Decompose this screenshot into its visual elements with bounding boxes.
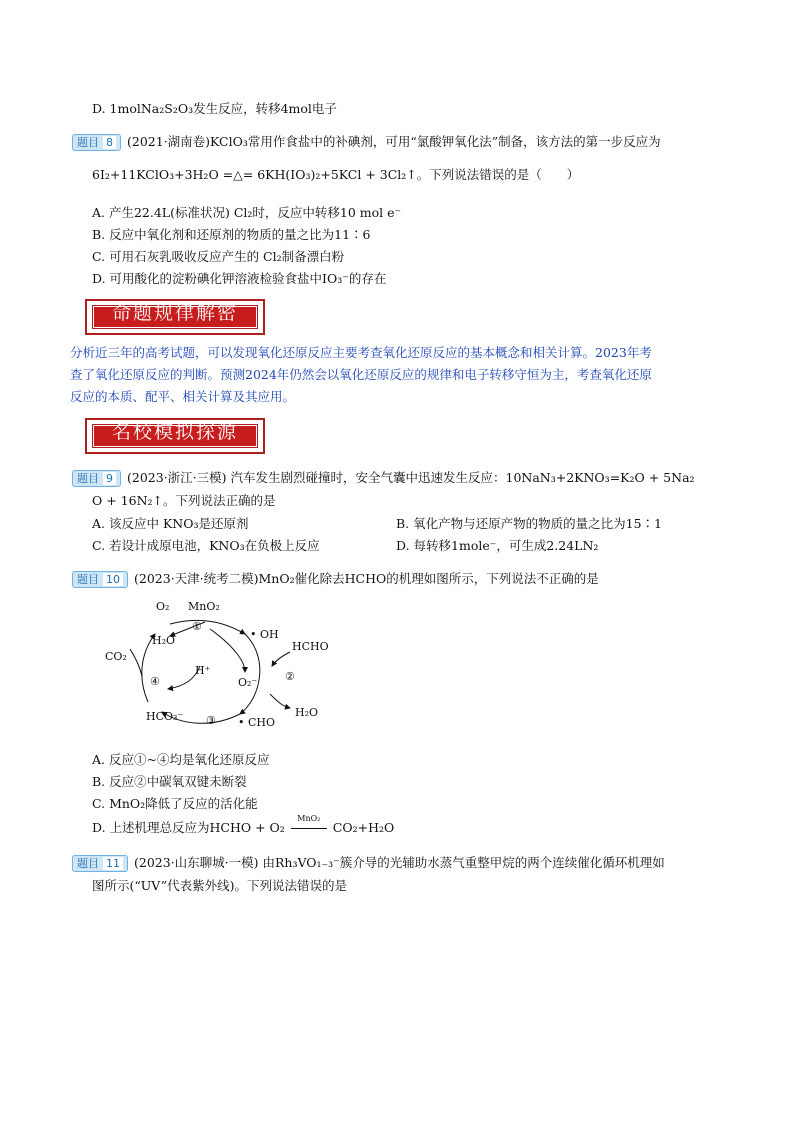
analysis-line: 反应的本质、配平、相关计算及其应用。 — [70, 389, 296, 404]
q9-stem-text: (2023·浙江·三模) 汽车发生剧烈碰撞时，安全气囊中迅速发生反应：10NaN₃+2KNO₃=K₂O + 5Na₂ — [127, 470, 695, 485]
question-badge: 题目 11 — [72, 855, 128, 872]
label-step4: ④ — [150, 675, 160, 688]
label-step3: ③ — [206, 714, 216, 727]
q10-option-d-suffix: CO₂+H₂O — [332, 820, 395, 835]
label-cho-radical: • CHO — [238, 716, 276, 729]
analysis-paragraph — [70, 342, 730, 408]
q9-stem-line1 — [72, 470, 695, 487]
label-o2-radical: O₂⁻ — [238, 676, 258, 689]
q8-stem-line1 — [72, 134, 661, 151]
question-badge: 题目 10 — [72, 571, 128, 588]
reaction-arrow — [289, 814, 329, 836]
arrow-hcho-in — [272, 652, 290, 666]
section-title: 命题规律解密 — [111, 302, 238, 324]
section-banner-pattern — [85, 299, 265, 335]
q9-option-b: B. 氧化产物与还原产物的物质的量之比为15∶1 — [396, 516, 662, 531]
arrow-co2 — [130, 649, 142, 676]
q8-stem-text: (2021·湖南卷)KClO₃常用作食盐中的补碘剂，可用“氯酸钾氧化法”制备，该方法的第一步反应为 — [127, 134, 661, 149]
label-oh-radical: • OH — [250, 628, 279, 641]
catalyst-label: MnO₂ — [297, 814, 321, 823]
q8-option-a: A. 产生22.4L(标准状况) Cl₂时，反应中转移10 mol e⁻ — [92, 205, 402, 220]
q11-stem-line2: 图所示(“UV”代表紫外线)。下列说法错误的是 — [92, 878, 348, 893]
arrow-h2o-out — [270, 694, 290, 708]
q10-option-d — [92, 814, 395, 836]
q10-option-b: B. 反应②中碳氧双键未断裂 — [92, 774, 247, 789]
q7-option-d: D. 1molNa₂S₂O₃发生反应，转移4mol电子 — [92, 101, 337, 116]
q10-stem-text: (2023·天津·统考二模)MnO₂催化除去HCHO的机理如图所示，下列说法不正确的是 — [134, 571, 599, 586]
label-step1: ① — [192, 620, 202, 633]
label-h-plus: H⁺ — [195, 664, 211, 677]
q9-option-c: C. 若设计成原电池，KNO₃在负极上反应 — [92, 538, 320, 553]
label-step2: ② — [285, 670, 295, 683]
q8-option-b: B. 反应中氧化剂和还原剂的物质的量之比为11∶6 — [92, 227, 371, 242]
label-o2: O₂ — [156, 600, 170, 613]
label-co2: CO₂ — [105, 650, 127, 663]
label-h2o-bottom: H₂O — [295, 706, 319, 719]
q10-option-d-prefix: D. 上述机理总反应为HCHO + O₂ — [92, 820, 285, 835]
analysis-line: 分析近三年的高考试题，可以发现氧化还原反应主要考查氧化还原反应的基本概念和相关计算。2023年考 — [70, 345, 652, 360]
question-badge: 题目 8 — [72, 134, 121, 151]
q9-option-d: D. 每转移1mole⁻，可生成2.24LN₂ — [396, 538, 599, 553]
q9-option-a: A. 该反应中 KNO₃是还原剂 — [92, 516, 249, 531]
label-hco3: HCO₃⁻ — [146, 710, 184, 723]
section-banner-schools — [85, 418, 265, 454]
q10-option-c: C. MnO₂降低了反应的活化能 — [92, 796, 258, 811]
q11-stem-line1 — [72, 855, 665, 872]
analysis-line: 查了氧化还原反应的判断。预测2024年仍然会以氧化还原反应的规律和电子转移守恒为主，考查氧化还原 — [70, 367, 652, 382]
q10-option-a: A. 反应①~④均是氧化还原反应 — [92, 752, 270, 767]
label-mno2: MnO₂ — [188, 600, 220, 613]
q9-stem-line2: O + 16N₂↑。下列说法正确的是 — [92, 493, 276, 508]
question-badge: 题目 9 — [72, 470, 121, 487]
q10-stem — [72, 571, 599, 588]
q11-stem-text: (2023·山东聊城·一模) 由Rh₃VO₁₋₃⁻簇介导的光辅助水蒸气重整甲烷的两个连续催化循环机理如 — [134, 855, 665, 870]
arrow-to-o2-radical — [210, 629, 245, 672]
label-h2o-top: H₂O — [152, 634, 176, 647]
mechanism-diagram — [100, 594, 360, 734]
q8-option-d: D. 可用酸化的淀粉碘化钾溶液检验食盐中IO₃⁻的存在 — [92, 271, 387, 286]
label-hcho: HCHO — [292, 640, 329, 653]
section-title: 名校模拟探源 — [111, 421, 238, 443]
q8-option-c: C. 可用石灰乳吸收反应产生的 Cl₂制备漂白粉 — [92, 249, 345, 264]
q8-stem-line2: 6I₂+11KClO₃+3H₂O =△= 6KH(IO₃)₂+5KCl + 3Cl₂↑。下列说法错误的是（ ） — [92, 167, 580, 182]
cycle-arrow-right — [240, 634, 260, 714]
